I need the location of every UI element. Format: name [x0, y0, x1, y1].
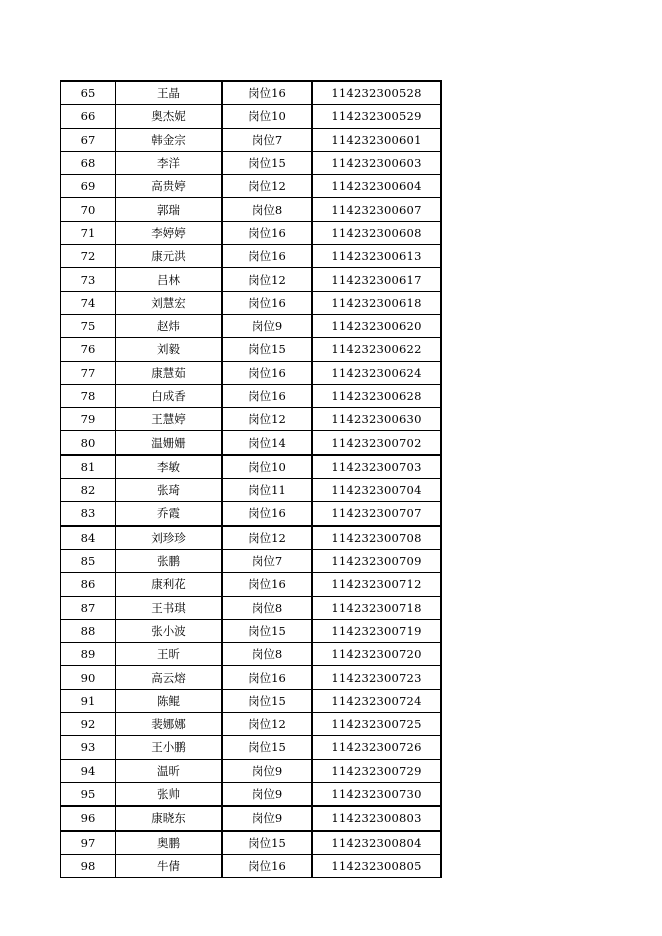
- position-cell[interactable]: 岗位9: [222, 806, 312, 830]
- row-number-cell[interactable]: 92: [61, 713, 116, 736]
- exam-id-cell[interactable]: 114232300604: [312, 175, 441, 198]
- position-cell[interactable]: 岗位12: [222, 175, 312, 198]
- row-number-cell[interactable]: 70: [61, 198, 116, 221]
- row-number-cell[interactable]: 68: [61, 151, 116, 174]
- table-row: [61, 689, 442, 712]
- exam-id-cell[interactable]: 114232300630: [312, 408, 441, 431]
- name-cell[interactable]: 张琦: [116, 479, 223, 502]
- position-cell[interactable]: 岗位16: [222, 291, 312, 314]
- name-cell[interactable]: 康慧茹: [116, 361, 223, 384]
- position-cell[interactable]: 岗位7: [222, 128, 312, 151]
- row-number-cell[interactable]: 74: [61, 291, 116, 314]
- name-cell[interactable]: 高贵婷: [116, 175, 223, 198]
- table-row: [61, 854, 442, 877]
- position-cell[interactable]: 岗位12: [222, 408, 312, 431]
- position-cell[interactable]: 岗位9: [222, 759, 312, 782]
- position-cell[interactable]: 岗位8: [222, 643, 312, 666]
- row-number-cell[interactable]: 97: [61, 831, 116, 855]
- position-cell[interactable]: 岗位15: [222, 831, 312, 855]
- position-cell[interactable]: 岗位12: [222, 526, 312, 550]
- row-number-cell[interactable]: 98: [61, 854, 116, 877]
- table-row: [61, 431, 442, 455]
- exam-id-cell[interactable]: 114232300618: [312, 291, 441, 314]
- position-cell[interactable]: 岗位16: [222, 502, 312, 526]
- exam-id-cell[interactable]: 114232300628: [312, 384, 441, 407]
- exam-id-cell[interactable]: 114232300529: [312, 105, 441, 128]
- row-number-cell[interactable]: 79: [61, 408, 116, 431]
- table-row: [61, 198, 442, 221]
- name-cell[interactable]: 郭瑞: [116, 198, 223, 221]
- row-number-cell[interactable]: 91: [61, 689, 116, 712]
- table-row: [61, 479, 442, 502]
- exam-id-cell[interactable]: 114232300720: [312, 643, 441, 666]
- row-number-cell[interactable]: 81: [61, 455, 116, 479]
- exam-id-cell[interactable]: 114232300718: [312, 596, 441, 619]
- table-row: [61, 105, 442, 128]
- position-cell[interactable]: 岗位12: [222, 713, 312, 736]
- exam-id-cell[interactable]: 114232300803: [312, 806, 441, 830]
- name-cell[interactable]: 王昕: [116, 643, 223, 666]
- exam-id-cell[interactable]: 114232300729: [312, 759, 441, 782]
- exam-id-cell[interactable]: 114232300608: [312, 221, 441, 244]
- table-row: [61, 596, 442, 619]
- name-cell[interactable]: 白成香: [116, 384, 223, 407]
- exam-id-cell[interactable]: 114232300708: [312, 526, 441, 550]
- position-cell[interactable]: 岗位15: [222, 736, 312, 759]
- position-cell[interactable]: 岗位11: [222, 479, 312, 502]
- position-cell[interactable]: 岗位16: [222, 221, 312, 244]
- table-row: [61, 573, 442, 596]
- table-row: [61, 268, 442, 291]
- table-body: [61, 81, 442, 878]
- position-cell[interactable]: 岗位15: [222, 151, 312, 174]
- row-number-cell[interactable]: 88: [61, 619, 116, 642]
- exam-id-cell[interactable]: 114232300613: [312, 245, 441, 268]
- table-row: [61, 782, 442, 806]
- position-cell[interactable]: 岗位16: [222, 384, 312, 407]
- exam-id-cell[interactable]: 114232300719: [312, 619, 441, 642]
- name-cell[interactable]: 奥鹏: [116, 831, 223, 855]
- table-row: [61, 736, 442, 759]
- exam-id-cell[interactable]: 114232300804: [312, 831, 441, 855]
- position-cell[interactable]: 岗位9: [222, 314, 312, 337]
- name-cell[interactable]: 李洋: [116, 151, 223, 174]
- row-number-cell[interactable]: 75: [61, 314, 116, 337]
- row-number-cell[interactable]: 73: [61, 268, 116, 291]
- position-cell[interactable]: 岗位10: [222, 455, 312, 479]
- position-cell[interactable]: 岗位7: [222, 549, 312, 572]
- name-cell[interactable]: 温姗姗: [116, 431, 223, 455]
- table-row: [61, 643, 442, 666]
- exam-id-cell[interactable]: 114232300702: [312, 431, 441, 455]
- name-cell[interactable]: 王书琪: [116, 596, 223, 619]
- row-number-cell[interactable]: 78: [61, 384, 116, 407]
- table-row: [61, 338, 442, 361]
- name-cell[interactable]: 张小波: [116, 619, 223, 642]
- exam-id-cell[interactable]: 114232300617: [312, 268, 441, 291]
- table-row: [61, 291, 442, 314]
- position-cell[interactable]: 岗位15: [222, 619, 312, 642]
- name-cell[interactable]: 高云熔: [116, 666, 223, 689]
- position-cell[interactable]: 岗位16: [222, 573, 312, 596]
- position-cell[interactable]: 岗位8: [222, 596, 312, 619]
- name-cell[interactable]: 张帅: [116, 782, 223, 806]
- table-row: [61, 384, 442, 407]
- name-cell[interactable]: 康元洪: [116, 245, 223, 268]
- table-row: [61, 175, 442, 198]
- name-cell[interactable]: 奥杰妮: [116, 105, 223, 128]
- row-number-cell[interactable]: 80: [61, 431, 116, 455]
- table-row: [61, 361, 442, 384]
- exam-id-cell[interactable]: 114232300624: [312, 361, 441, 384]
- exam-id-cell[interactable]: 114232300622: [312, 338, 441, 361]
- position-cell[interactable]: 岗位14: [222, 431, 312, 455]
- spreadsheet: [60, 80, 438, 878]
- row-number-cell[interactable]: 77: [61, 361, 116, 384]
- exam-id-cell[interactable]: 114232300704: [312, 479, 441, 502]
- exam-id-cell[interactable]: 114232300703: [312, 455, 441, 479]
- position-cell[interactable]: 岗位16: [222, 666, 312, 689]
- exam-id-cell[interactable]: 114232300723: [312, 666, 441, 689]
- exam-id-cell[interactable]: 114232300730: [312, 782, 441, 806]
- exam-id-cell[interactable]: 114232300712: [312, 573, 441, 596]
- exam-id-cell[interactable]: 114232300601: [312, 128, 441, 151]
- row-number-cell[interactable]: 72: [61, 245, 116, 268]
- row-number-cell[interactable]: 96: [61, 806, 116, 830]
- name-cell[interactable]: 韩金宗: [116, 128, 223, 151]
- name-cell[interactable]: 康晓东: [116, 806, 223, 830]
- row-number-cell[interactable]: 95: [61, 782, 116, 806]
- position-cell[interactable]: 岗位9: [222, 782, 312, 806]
- table-row: [61, 502, 442, 526]
- position-cell[interactable]: 岗位8: [222, 198, 312, 221]
- table-row: [61, 128, 442, 151]
- name-cell[interactable]: 赵炜: [116, 314, 223, 337]
- table-row: [61, 455, 442, 479]
- row-number-cell[interactable]: 94: [61, 759, 116, 782]
- position-cell[interactable]: 岗位16: [222, 854, 312, 877]
- row-number-cell[interactable]: 89: [61, 643, 116, 666]
- name-cell[interactable]: 陈鲲: [116, 689, 223, 712]
- row-number-cell[interactable]: 83: [61, 502, 116, 526]
- name-cell[interactable]: 李敏: [116, 455, 223, 479]
- name-cell[interactable]: 刘珍珍: [116, 526, 223, 550]
- row-number-cell[interactable]: 67: [61, 128, 116, 151]
- row-number-cell[interactable]: 87: [61, 596, 116, 619]
- table-row: [61, 831, 442, 855]
- position-cell[interactable]: 岗位16: [222, 361, 312, 384]
- name-cell[interactable]: 吕林: [116, 268, 223, 291]
- table-row: [61, 619, 442, 642]
- name-cell[interactable]: 康利花: [116, 573, 223, 596]
- row-number-cell[interactable]: 76: [61, 338, 116, 361]
- position-cell[interactable]: 岗位15: [222, 338, 312, 361]
- exam-id-cell[interactable]: 114232300724: [312, 689, 441, 712]
- applicant-table: [60, 80, 442, 878]
- name-cell[interactable]: 李婷婷: [116, 221, 223, 244]
- row-number-cell[interactable]: 65: [61, 81, 116, 105]
- exam-id-cell[interactable]: 114232300603: [312, 151, 441, 174]
- row-number-cell[interactable]: 86: [61, 573, 116, 596]
- table-row: [61, 759, 442, 782]
- table-row: [61, 806, 442, 830]
- exam-id-cell[interactable]: 114232300707: [312, 502, 441, 526]
- position-cell[interactable]: 岗位10: [222, 105, 312, 128]
- table-row: [61, 245, 442, 268]
- row-number-cell[interactable]: 85: [61, 549, 116, 572]
- name-cell[interactable]: 王小鹏: [116, 736, 223, 759]
- position-cell[interactable]: 岗位15: [222, 689, 312, 712]
- row-number-cell[interactable]: 66: [61, 105, 116, 128]
- row-number-cell[interactable]: 90: [61, 666, 116, 689]
- exam-id-cell[interactable]: 114232300607: [312, 198, 441, 221]
- name-cell[interactable]: 温昕: [116, 759, 223, 782]
- table-row: [61, 526, 442, 550]
- table-row: [61, 408, 442, 431]
- name-cell[interactable]: 牛倩: [116, 854, 223, 877]
- exam-id-cell[interactable]: 114232300726: [312, 736, 441, 759]
- table-row: [61, 221, 442, 244]
- exam-id-cell[interactable]: 114232300620: [312, 314, 441, 337]
- name-cell[interactable]: 裴娜娜: [116, 713, 223, 736]
- table-row: [61, 151, 442, 174]
- exam-id-cell[interactable]: 114232300528: [312, 81, 441, 105]
- table-row: [61, 81, 442, 105]
- name-cell[interactable]: 刘毅: [116, 338, 223, 361]
- row-number-cell[interactable]: 84: [61, 526, 116, 550]
- table-row: [61, 713, 442, 736]
- position-cell[interactable]: 岗位12: [222, 268, 312, 291]
- name-cell[interactable]: 王慧婷: [116, 408, 223, 431]
- exam-id-cell[interactable]: 114232300709: [312, 549, 441, 572]
- name-cell[interactable]: 乔霞: [116, 502, 223, 526]
- exam-id-cell[interactable]: 114232300725: [312, 713, 441, 736]
- name-cell[interactable]: 刘慧宏: [116, 291, 223, 314]
- table-row: [61, 549, 442, 572]
- name-cell[interactable]: 王晶: [116, 81, 223, 105]
- table-row: [61, 314, 442, 337]
- row-number-cell[interactable]: 93: [61, 736, 116, 759]
- position-cell[interactable]: 岗位16: [222, 81, 312, 105]
- table-row: [61, 666, 442, 689]
- position-cell[interactable]: 岗位16: [222, 245, 312, 268]
- row-number-cell[interactable]: 69: [61, 175, 116, 198]
- exam-id-cell[interactable]: 114232300805: [312, 854, 441, 877]
- row-number-cell[interactable]: 71: [61, 221, 116, 244]
- name-cell[interactable]: 张鹏: [116, 549, 223, 572]
- row-number-cell[interactable]: 82: [61, 479, 116, 502]
